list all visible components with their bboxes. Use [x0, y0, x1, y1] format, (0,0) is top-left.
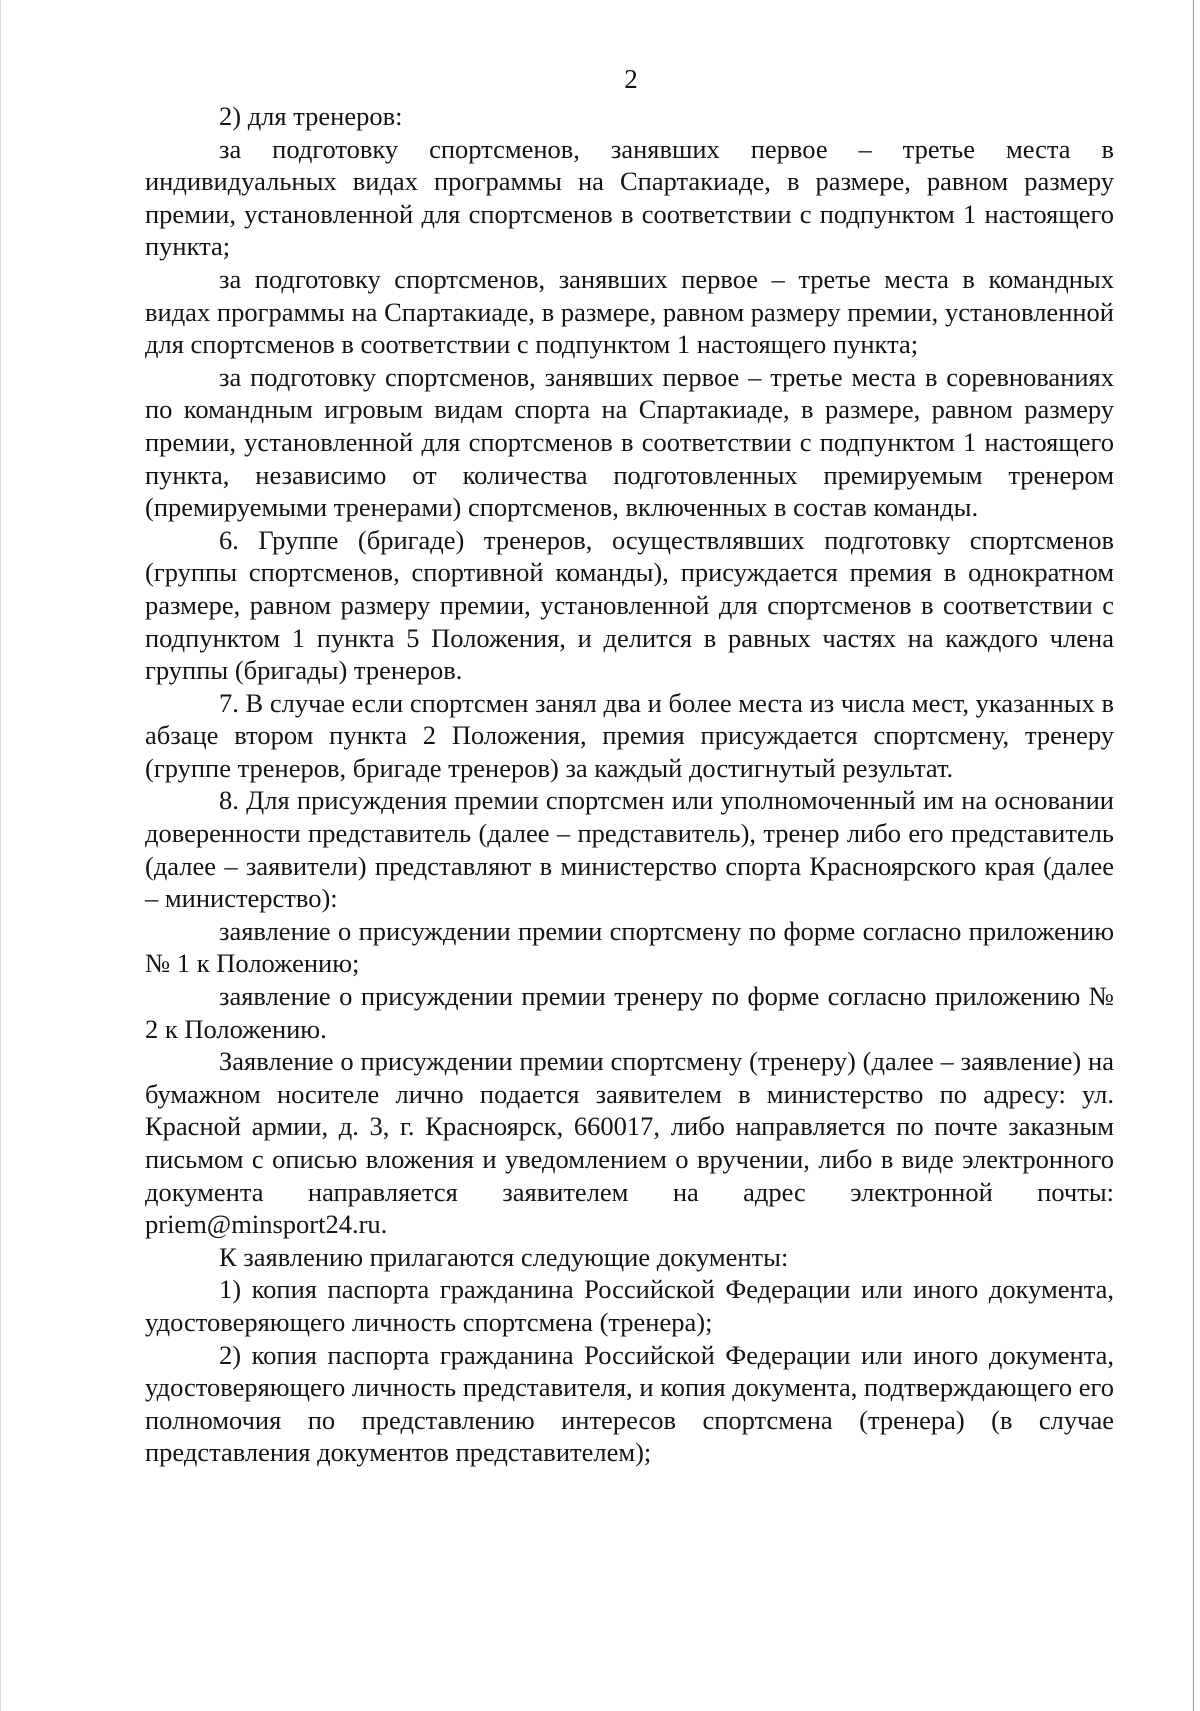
paragraph-doc-2: 2) копия паспорта гражданина Российской Федерации или иного документа, удостоверяющего личность представителя, и копия документа, подтверждающего его полномочия по представлению интересов спортсмена (тренера) (в случае представления документов представителем); [145, 1339, 1114, 1468]
paragraph-individual-events: за подготовку спортсменов, занявших первое – третье места в индивидуальных видах программы на Спартакиаде, в размере, равном размеру премии, установленной для спортсменов в соответствии с подпунктом 1 настоящего пункта; [145, 133, 1114, 262]
paragraph-athlete-application: заявление о присуждении премии спортсмену по форме согласно приложению № 1 к Положению; [145, 915, 1114, 979]
page-edge-line [1193, 0, 1194, 1711]
paragraph-team-events: за подготовку спортсменов, занявших первое – третье места в командных видах программы на Спартакиаде, в размере, равном размеру премии, установленной для спортсменов в соответствии с подпунктом 1 настоящего пункта; [145, 263, 1114, 360]
paragraph-application-submission: Заявление о присуждении премии спортсмену (тренеру) (далее – заявление) на бумажном носителе лично подается заявителем в министерство по адресу: ул. Красной армии, д. 3, г. Красноярск, 660017, либо направляется по почте заказным письмом с описью вложения и уведомлением о вручении, либо в виде электронного документа направляется заявителем на адрес электронной почты: priem@minsport24.ru. [145, 1046, 1114, 1240]
paragraph-item-7: 7. В случае если спортсмен занял два и более места из числа мест, указанных в абзаце втором пункта 2 Положения, премия присуждается спортсмену, тренеру (группе тренеров, бригаде тренеров) за каждый достигнутый результат. [145, 687, 1114, 783]
document-body [145, 100, 1114, 1469]
paragraph-doc-1: 1) копия паспорта гражданина Российской Федерации или иного документа, удостоверяющего личность спортсмена (тренера); [145, 1274, 1114, 1337]
paragraph-coaches-heading: 2) для тренеров: [219, 101, 403, 131]
paragraph-item-6: 6. Группе (бригаде) тренеров, осуществлявших подготовку спортсменов (группы спортсменов, спортивной команды), присуждается премия в однократном размере, равном размеру премии, установленной для спортсменов в соответствии с подпунктом 1 пункта 5 Положения, и делится в равных частях на каждого члена группы (бригады) тренеров. [145, 524, 1114, 686]
paragraph-team-game-sports: за подготовку спортсменов, занявших первое – третье места в соревнованиях по командным игровым видам спорта на Спартакиаде, в размере, равном размеру премии, установленной для спортсменов в соответствии с подпунктом 1 настоящего пункта, независимо от количества подготовленных премируемым тренером (премируемыми тренерами) спортсменов, включенных в состав команды. [145, 361, 1114, 523]
page-number: 2 [624, 64, 638, 94]
paragraph-item-8: 8. Для присуждения премии спортсмен или уполномоченный им на основании доверенности представитель (далее – представитель), тренер либо его представитель (далее – заявители) представляют в министерство спорта Красноярского края (далее – министерство): [145, 785, 1114, 914]
paragraph-coach-application: заявление о присуждении премии тренеру по форме согласно приложению № 2 к Положению. [145, 981, 1114, 1044]
paragraph-attached-documents: К заявлению прилагаются следующие документы: [219, 1241, 789, 1272]
